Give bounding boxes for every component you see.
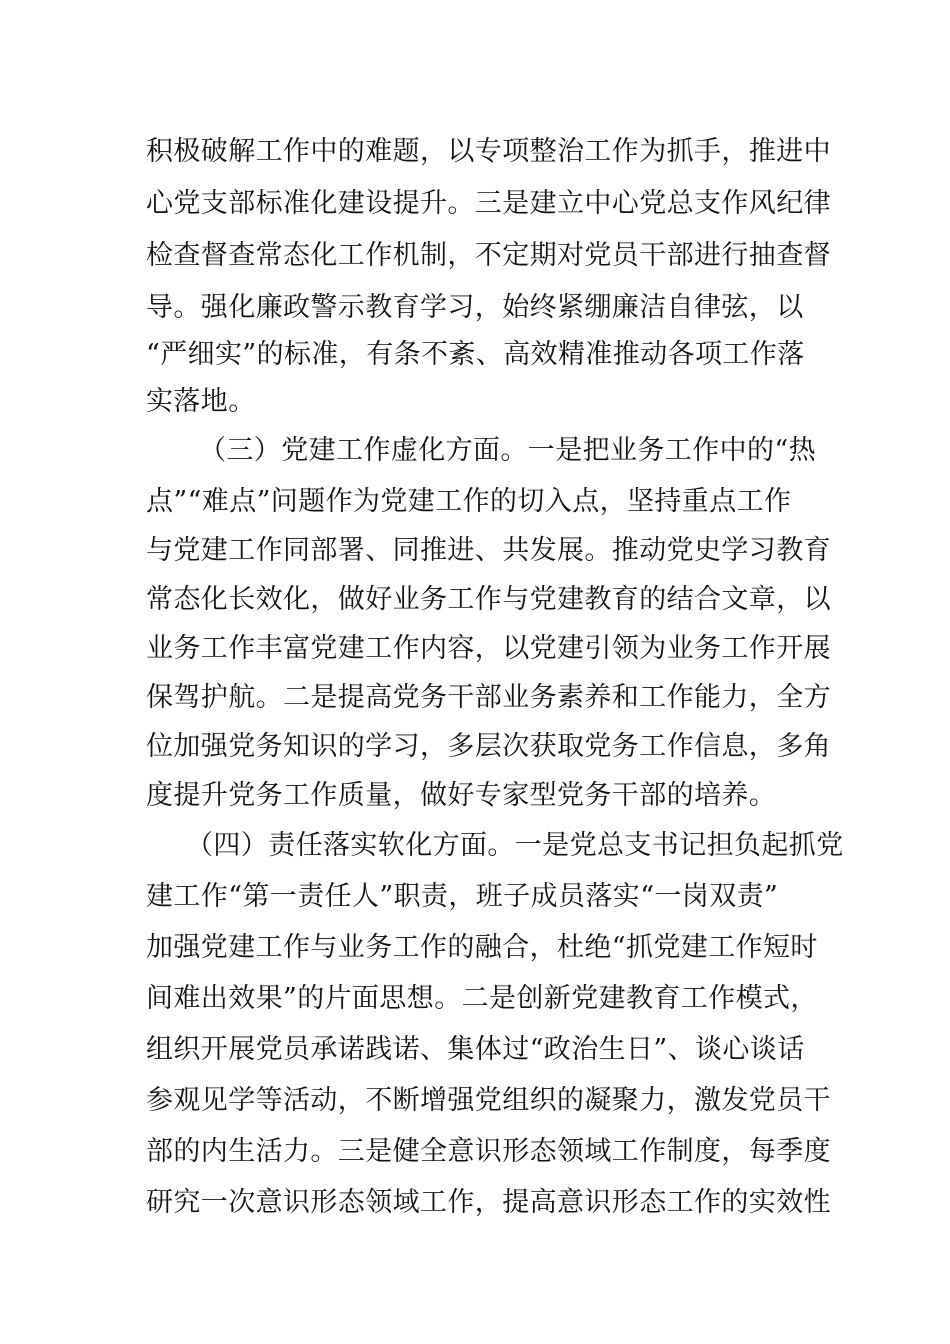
text-line-19: 组织开展党员承诺践诺、集体过“政治生日”、谈心谈话 bbox=[146, 1034, 805, 1065]
text-line-1: 积极破解工作中的难题，以专项整治工作为抓手，推进中 bbox=[146, 136, 831, 167]
text-line-12: 保驾护航。二是提高党务干部业务素养和工作能力，全方 bbox=[146, 682, 831, 713]
text-line-22: 研究一次意识形态领域工作，提高意识形态工作的实效性 bbox=[146, 1187, 831, 1218]
text-line-8: 点”“难点”问题作为党建工作的切入点，坚持重点工作 bbox=[146, 486, 792, 517]
section-three-heading-line: （三）党建工作虚化方面。一是把业务工作中的“热 bbox=[199, 435, 817, 466]
text-line-16: 建工作“第一责任人”职责，班子成员落实“一岗双责” bbox=[146, 881, 779, 912]
text-line-20: 参观见学等活动，不断增强党组织的凝聚力，激发党员干 bbox=[146, 1085, 831, 1116]
text-line-17: 加强党建工作与业务工作的融合，杜绝“抓党建工作短时 bbox=[146, 932, 818, 963]
text-line-14: 度提升党务工作质量，做好专家型党务干部的培养。 bbox=[146, 780, 777, 811]
text-line-2: 心党支部标准化建设提升。三是建立中心党总支作风纪律 bbox=[146, 188, 831, 219]
text-line-10: 常态化长效化，做好业务工作与党建教育的结合文章，以 bbox=[146, 584, 831, 615]
text-line-11: 业务工作丰富党建工作内容，以党建引领为业务工作开展 bbox=[146, 633, 831, 664]
text-line-3: 检查督查常态化工作机制，不定期对党员干部进行抽查督 bbox=[146, 240, 831, 271]
text-line-6: 实落地。 bbox=[146, 386, 256, 417]
text-line-5: “严细实”的标准，有条不紊、高效精准推动各项工作落 bbox=[146, 339, 805, 370]
section-four-heading-line: （四）责任落实软化方面。一是党总支书记担负起抓党 bbox=[186, 830, 844, 861]
text-line-4: 导。强化廉政警示教育学习，始终紧绷廉洁自律弦，以 bbox=[146, 292, 804, 323]
text-line-13: 位加强党务知识的学习，多层次获取党务工作信息，多角 bbox=[146, 731, 831, 762]
text-line-21: 部的内生活力。三是健全意识形态领域工作制度，每季度 bbox=[146, 1136, 831, 1167]
text-line-9: 与党建工作同部署、同推进、共发展。推动党史学习教育 bbox=[146, 535, 831, 566]
text-line-18: 间难出效果”的片面思想。二是创新党建教育工作模式， bbox=[146, 983, 818, 1014]
